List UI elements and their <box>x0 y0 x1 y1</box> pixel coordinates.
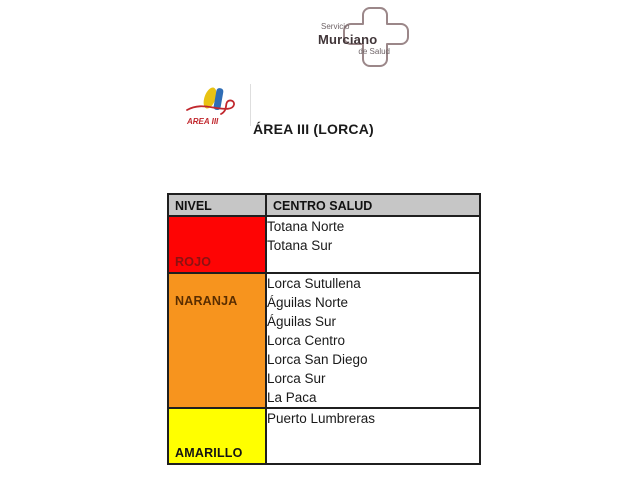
logo-word-servicio: Servicio <box>321 22 350 31</box>
level-cell-naranja <box>168 273 266 408</box>
centers-cell <box>266 408 480 464</box>
health-center-name: Águilas Sur <box>267 314 337 329</box>
servicio-murciano-logo <box>318 4 428 76</box>
level-label: ROJO <box>175 255 212 269</box>
column-header-centro-salud: CENTRO SALUD <box>266 194 480 216</box>
health-center-name: Lorca Sur <box>267 371 326 386</box>
column-header-nivel: NIVEL <box>168 194 266 216</box>
logo-word-desalud: de Salud <box>358 47 390 56</box>
level-label: NARANJA <box>175 294 238 308</box>
health-center-name: Lorca San Diego <box>267 352 368 367</box>
health-center-name: Lorca Centro <box>267 333 346 348</box>
centers-cell <box>266 273 480 408</box>
levels-table <box>167 193 481 465</box>
area-iii-logo-label: AREA III <box>187 117 219 126</box>
health-center-name: Totana Sur <box>267 238 333 253</box>
table-row <box>168 273 480 408</box>
table-header-row <box>168 194 480 216</box>
health-center-name: Lorca Sutullena <box>267 276 361 291</box>
health-center-name: La Paca <box>267 390 317 405</box>
table-row <box>168 216 480 273</box>
health-center-name: Totana Norte <box>267 219 345 234</box>
health-center-name: Águilas Norte <box>267 295 349 310</box>
logo-word-murciano: Murciano <box>318 32 378 47</box>
level-cell-amarillo <box>168 408 266 464</box>
area-iii-logo-icon <box>186 84 244 128</box>
logo-divider-line <box>250 84 251 126</box>
table-row <box>168 408 480 464</box>
level-cell-rojo <box>168 216 266 273</box>
servicio-murciano-logo-text <box>318 22 390 56</box>
level-label: AMARILLO <box>175 446 243 460</box>
centers-cell <box>266 216 480 273</box>
page-title: ÁREA III (LORCA) <box>253 121 374 137</box>
health-center-name: Puerto Lumbreras <box>267 411 376 426</box>
